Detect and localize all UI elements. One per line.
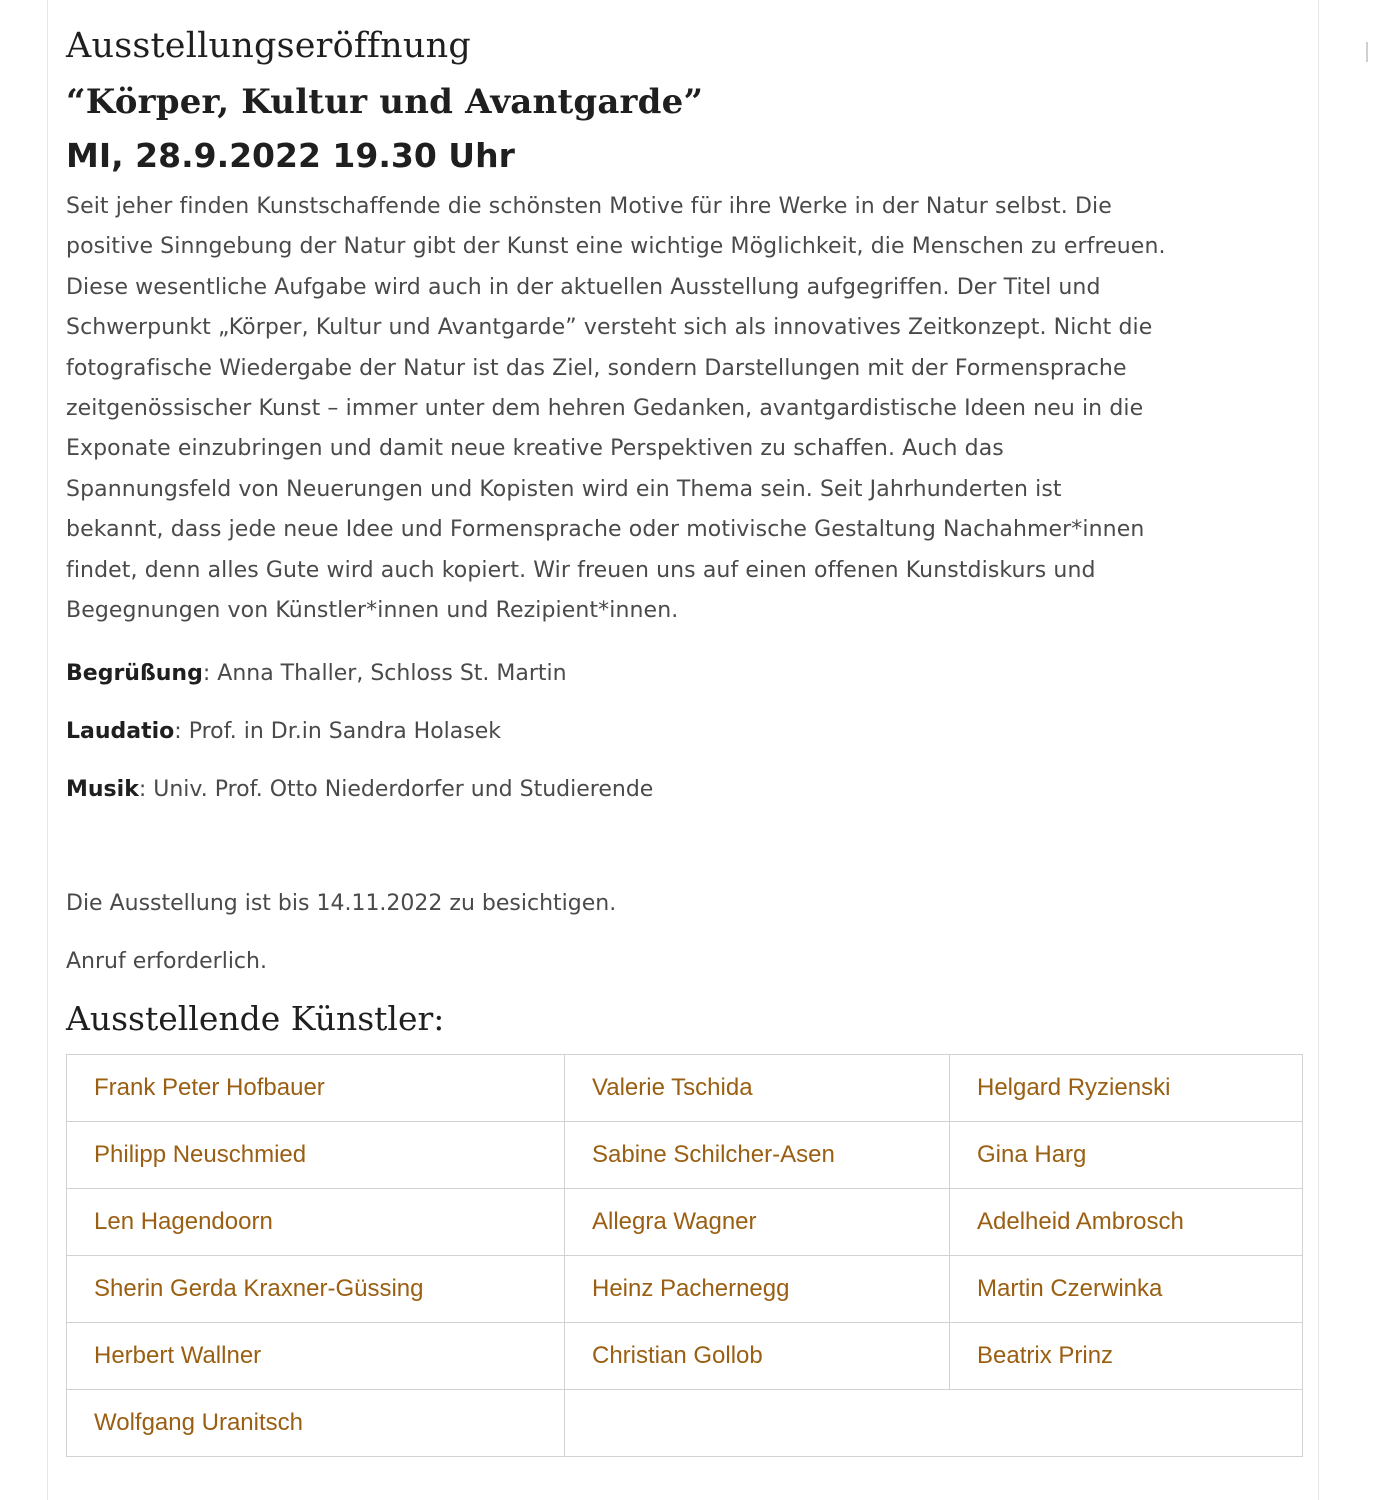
table-row xyxy=(67,1256,1303,1323)
artist-link[interactable]: Allegra Wagner xyxy=(565,1189,950,1256)
intro-line: Begegnungen von Künstler*innen und Rezipient*innen. xyxy=(66,598,679,624)
credit-welcome xyxy=(66,659,1302,689)
event-subtitle: “Körper, Kultur und Avantgarde” xyxy=(66,82,704,122)
artist-link[interactable]: Wolfgang Uranitsch xyxy=(67,1390,565,1457)
artist-link[interactable]: Beatrix Prinz xyxy=(950,1323,1303,1390)
artist-link[interactable]: Frank Peter Hofbauer xyxy=(67,1055,565,1122)
table-row xyxy=(67,1122,1303,1189)
credit-welcome-label: Begrüßung xyxy=(66,661,203,687)
intro-line: Exponate einzubringen und damit neue kreative Perspektiven zu schaffen. Auch das xyxy=(66,436,1004,462)
credit-music xyxy=(66,775,1302,805)
credit-music-label: Musik xyxy=(66,777,139,803)
artists-table xyxy=(66,1054,1303,1457)
credit-music-value: : Univ. Prof. Otto Niederdorfer und Studierende xyxy=(138,777,654,803)
scrollbar-edge[interactable] xyxy=(1366,42,1368,62)
artist-link[interactable]: Helgard Ryzienski xyxy=(950,1055,1303,1122)
credit-laudatio-label: Laudatio xyxy=(66,719,175,745)
artists-heading: Ausstellende Künstler: xyxy=(66,999,445,1039)
table-row xyxy=(67,1189,1303,1256)
intro-line: bekannt, dass jede neue Idee und Formensprache oder motivische Gestaltung Nachahmer*innen xyxy=(66,517,1145,543)
artist-link[interactable]: Heinz Pachernegg xyxy=(565,1256,950,1323)
artist-link[interactable]: Martin Czerwinka xyxy=(950,1256,1303,1323)
page-border-left xyxy=(47,0,48,1500)
call-required-note: Anruf erforderlich. xyxy=(66,949,267,975)
artist-link[interactable]: Sherin Gerda Kraxner-Güssing xyxy=(67,1256,565,1323)
event-title: Ausstellungseröffnung xyxy=(66,26,472,66)
artist-link[interactable]: Herbert Wallner xyxy=(67,1323,565,1390)
artist-link[interactable]: Valerie Tschida xyxy=(565,1055,950,1122)
intro-paragraph xyxy=(66,182,1302,631)
table-row xyxy=(67,1055,1303,1122)
exhibition-duration: Die Ausstellung ist bis 14.11.2022 zu besichtigen. xyxy=(66,891,617,917)
intro-line: Seit jeher finden Kunstschaffende die schönsten Motive für ihre Werke in der Natur selbst. Die xyxy=(66,194,1112,219)
artist-link[interactable]: Len Hagendoorn xyxy=(67,1189,565,1256)
artist-link[interactable]: Gina Harg xyxy=(950,1122,1303,1189)
credit-welcome-value: : Anna Thaller, Schloss St. Martin xyxy=(202,661,567,687)
intro-line: Diese wesentliche Aufgabe wird auch in der aktuellen Ausstellung aufgegriffen. Der Titel und xyxy=(66,274,1101,300)
table-row xyxy=(67,1323,1303,1390)
intro-line: Schwerpunkt „Körper, Kultur und Avantgarde” versteht sich als innovatives Zeitkonzept. Nicht die xyxy=(66,315,1153,341)
credit-laudatio-value: : Prof. in Dr.in Sandra Holasek xyxy=(174,719,501,745)
credit-laudatio xyxy=(66,717,1302,747)
intro-line: findet, denn alles Gute wird auch kopiert. Wir freuen uns auf einen offenen Kunstdiskurs und xyxy=(66,557,1096,583)
intro-line: positive Sinngebung der Natur gibt der Kunst eine wichtige Möglichkeit, die Menschen zu erfreuen. xyxy=(66,234,1166,260)
intro-line: fotografische Wiedergabe der Natur ist das Ziel, sondern Darstellungen mit der Formensprache xyxy=(66,355,1127,381)
intro-line: zeitgenössischer Kunst – immer unter dem hehren Gedanken, avantgardistische Ideen neu in die xyxy=(66,396,1144,422)
event-datetime: MI, 28.9.2022 19.30 Uhr xyxy=(66,136,515,175)
table-row xyxy=(67,1390,1303,1457)
empty-cell xyxy=(565,1390,1303,1457)
article-content xyxy=(66,0,1302,1457)
artist-link[interactable]: Christian Gollob xyxy=(565,1323,950,1390)
intro-line: Spannungsfeld von Neuerungen und Kopisten wird ein Thema sein. Seit Jahrhunderten ist xyxy=(66,476,1062,502)
artist-link[interactable]: Adelheid Ambrosch xyxy=(950,1189,1303,1256)
artist-link[interactable]: Sabine Schilcher-Asen xyxy=(565,1122,950,1189)
artist-link[interactable]: Philipp Neuschmied xyxy=(67,1122,565,1189)
page-border-right xyxy=(1318,0,1319,1500)
